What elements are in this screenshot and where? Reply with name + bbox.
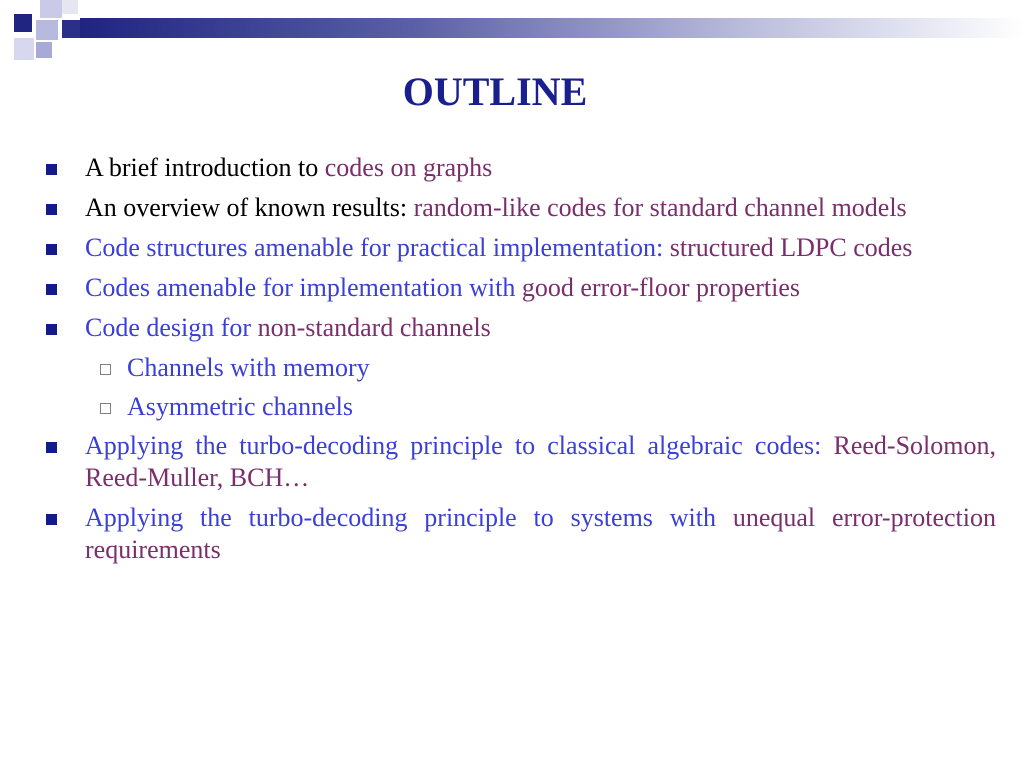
item-highlight: Reed-Solomon, Reed-Muller, BCH… [85,431,996,492]
list-item [44,192,996,224]
list-item [44,312,996,344]
list-item [44,232,996,264]
decor-square [36,20,58,40]
sub-item-text: Asymmetric channels [127,392,353,421]
list-item [44,152,996,184]
slide-title: OUTLINE [402,69,588,114]
item-highlight: random-like codes for standard channel models [413,193,907,222]
list-item [44,502,996,566]
sub-list-item [96,352,996,384]
square-bullet-icon [46,324,57,335]
decor-square [62,0,78,14]
decor-square [40,0,62,18]
list-item [44,430,996,494]
square-bullet-icon [46,204,57,215]
outline-list [44,152,996,574]
item-text: A brief introduction to [85,153,325,182]
item-highlight: structured LDPC codes [669,233,913,262]
sub-list-item [96,391,996,423]
item-text: Applying the turbo-decoding principle to classical algebraic codes: [85,431,834,460]
decor-square [14,38,34,60]
item-highlight: good error-floor properties [521,273,800,302]
hollow-square-bullet-icon [100,364,111,375]
item-text: Codes amenable for implementation with [85,273,522,302]
square-bullet-icon [46,284,57,295]
decor-square [36,42,52,58]
gradient-band [80,18,1024,38]
square-bullet-icon [46,442,57,453]
decor-square [62,20,80,38]
item-text: Applying the turbo-decoding principle to systems with [85,503,733,532]
square-bullet-icon [46,164,57,175]
item-text: Code design for [85,313,258,342]
list-item [44,272,996,304]
item-text: An overview of known results: [85,193,414,222]
item-highlight: codes on graphs [324,153,493,182]
decor-square [14,14,32,32]
square-bullet-icon [46,244,57,255]
sub-item-text: Channels with memory [127,353,370,382]
decorative-header [0,0,1024,70]
hollow-square-bullet-icon [100,403,111,414]
square-bullet-icon [46,514,57,525]
item-highlight: unequal error-protection requirements [85,503,997,564]
item-highlight: non-standard channels [257,313,491,342]
item-text: Code structures amenable for practical implementation: [85,233,670,262]
